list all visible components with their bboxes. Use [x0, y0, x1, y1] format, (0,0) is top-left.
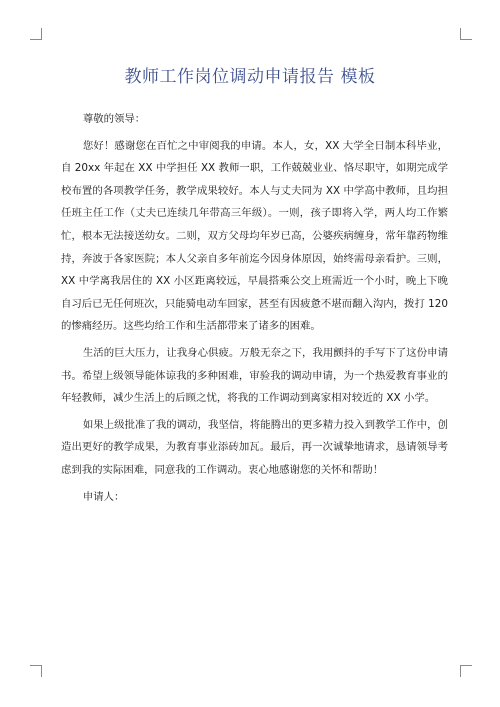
paragraph-3: 如果上级批准了我的调动，我坚信，将能腾出的更多精力投入到教学工作中，创造出更好的教学成果，为教育事业添砖加瓦。最后，再一次诚挚地请求，恳请领导考虑到我的实际困难，同意我的工作调动。衷心地感谢您的关怀和帮助！	[61, 418, 448, 476]
crop-mark-top-left	[30, 28, 42, 40]
paragraph-2: 生活的巨大压力，让我身心俱疲。万般无奈之下，我用颤抖的手写下了这份申请书。希望上级领导能体谅我的多种困难，审验我的调动申请，为一个热爱教育事业的年轻教师，减少生活上的后顾之忧，将我的工作调动到离家相对较近的 XX 小学。	[61, 346, 448, 405]
document-title: 教师工作岗位调动申请报告 模板	[124, 67, 376, 87]
crop-mark-top-right	[460, 28, 472, 40]
crop-mark-bottom-left	[30, 665, 42, 677]
salutation: 尊敬的领导：	[82, 113, 146, 125]
paragraph-1: 您好！感谢您在百忙之中审阅我的申请。本人，女，XX 大学全日制本科毕业，自 20xx 年起在 XX 中学担任 XX 教师一职，工作兢兢业业、恪尽职守，如期完成学校布置的各项教学任务，教学成果较好。本人与丈夫同为 XX 中学高中教师，且均担任班主任工作（丈夫已连续几年带高三年级）。一则，孩子即将入学，两人均工作繁忙，根本无法接送幼女。二则，双方父母均年岁已高，公婆疾病缠身，常年靠药物维持，奔波于各家医院；本人父亲自多年前迄今因身体原因，始终需母亲看护。三则，XX 中学离我居住的 XX 小区距离较远，早晨搭乘公交上班需近一个小时，晚上下晚自习后已无任何班次，只能骑电动车回家，甚至有因疲惫不堪而翻入沟内，拨打 120 的惨痛经历。这些均给工作和生活都带来了诸多的困难。	[61, 139, 448, 333]
signature-line: 申请人：	[82, 490, 125, 503]
crop-mark-bottom-right	[460, 665, 472, 677]
document-body	[61, 108, 448, 508]
